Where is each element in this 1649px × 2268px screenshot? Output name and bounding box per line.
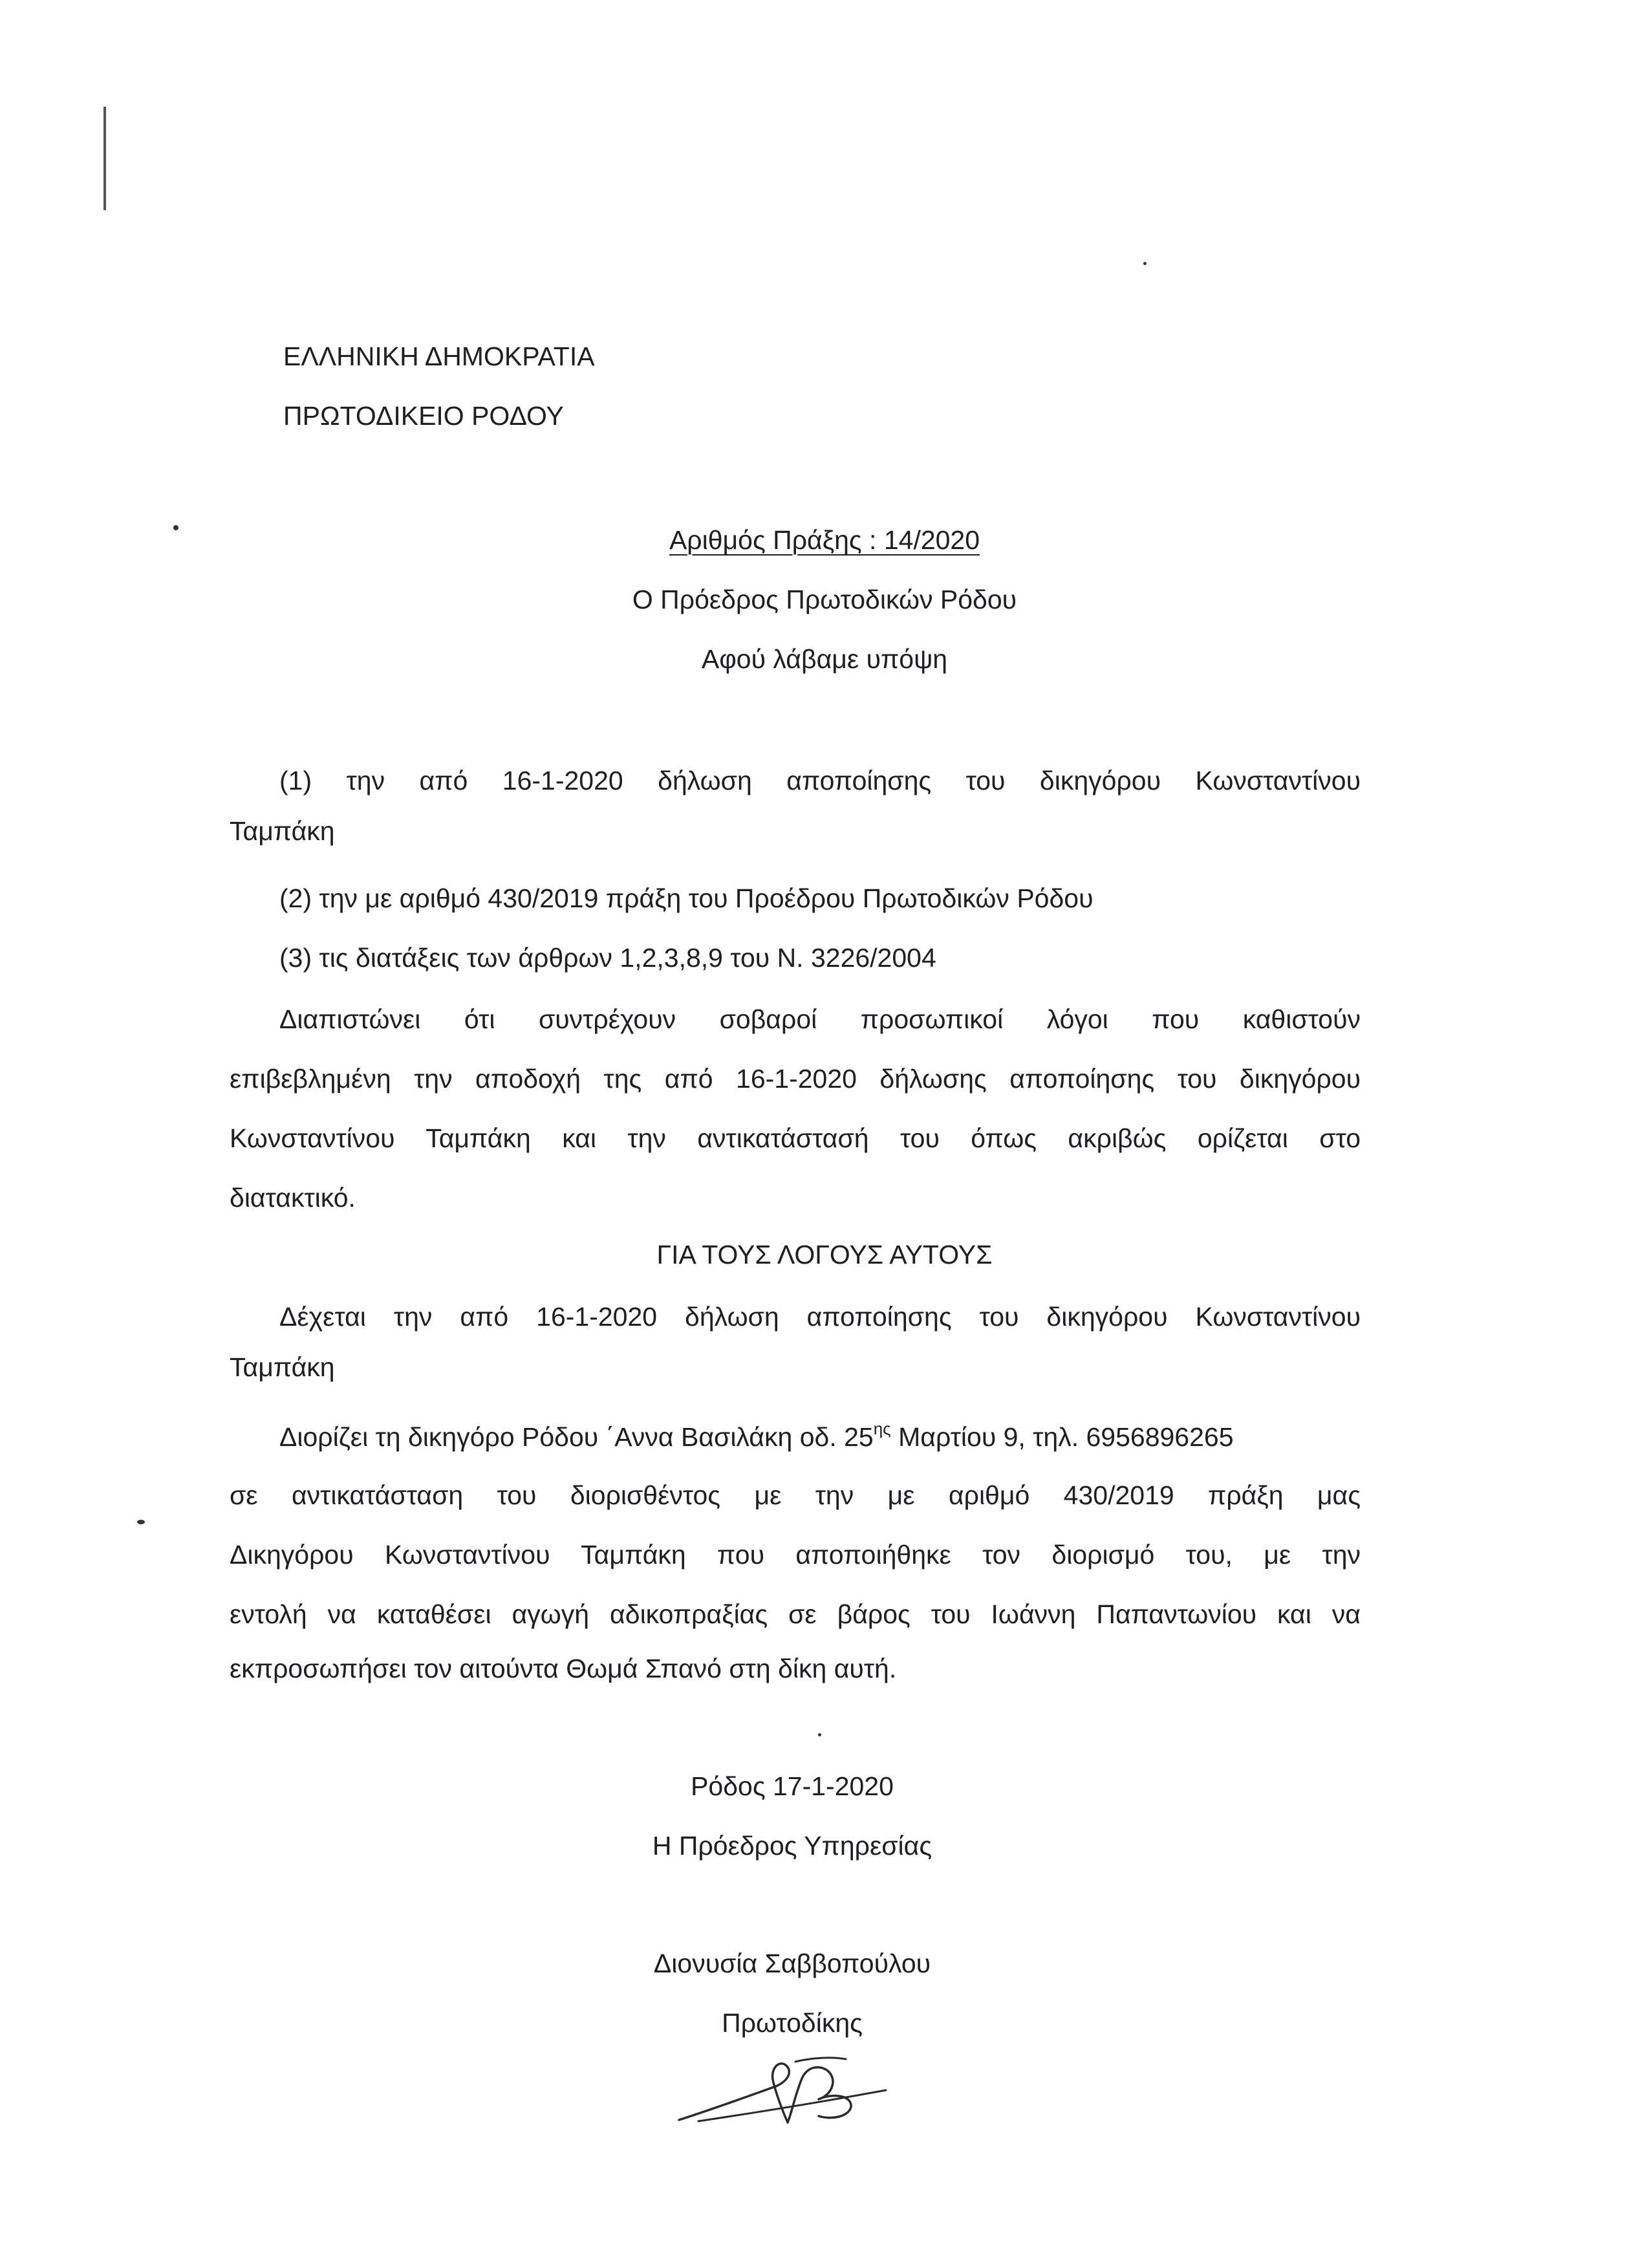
consideration-3: (3) τις διατάξεις των άρθρων 1,2,3,8,9 του Ν. 3226/2004 [279,943,936,973]
issuer-line: Ο Πρόεδρος Πρωτοδικών Ρόδου [632,585,1017,614]
appoints-line-1 [279,1419,1234,1452]
finding-line-3: Κωνσταντίνου Ταμπάκη και την αντικατάστασή του όπως ακριβώς ορίζεται στο [230,1123,1361,1153]
finding-line-2: επιβεβλημένη την αποδοχή της από 16-1-2020 δήλωσης αποποίησης του δικηγόρου [230,1064,1361,1094]
scan-speck [1143,262,1147,265]
scan-speck [173,525,178,530]
appoints-line-3: Δικηγόρου Κωνσταντίνου Ταμπάκη που αποποιήθηκε τον διορισμό του, με την [230,1540,1361,1570]
scan-speck [137,1520,145,1524]
finding-line-1: Διαπιστώνει ότι συντρέχουν σοβαροί προσωπικοί λόγοι που καθιστούν [279,1004,1361,1034]
state-heading: ΕΛΛΗΝΙΚΗ ΔΗΜΟΚΡΑΤΙΑ [283,341,595,371]
appoints-line-1-rest: Μαρτίου 9, τηλ. 6956896265 [890,1422,1234,1452]
consideration-1-line-1: (1) την από 16-1-2020 δήλωση αποποίησης του δικηγόρου Κωνσταντίνου [279,766,1361,795]
place-date: Ρόδος 17-1-2020 [691,1771,894,1801]
finding-line-4: διατακτικό. [230,1183,356,1213]
accepts-line-1: Δέχεται την από 16-1-2020 δήλωση αποποίησης του δικηγόρου Κωνσταντίνου [279,1302,1361,1332]
handwritten-signature [673,2050,892,2134]
act-number: Αριθμός Πράξης : 14/2020 [669,525,980,555]
scan-edge-mark [103,107,106,210]
appoints-line-2: σε αντικατάσταση του διορισθέντος με την με αριθμό 430/2019 πράξη μας [230,1480,1361,1510]
appoints-line-1-text: Διορίζει τη δικηγόρο Ρόδου ΄Αννα Βασιλάκη οδ. 25 [279,1422,874,1452]
appoints-line-4: εντολή να καταθέσει αγωγή αδικοπραξίας σε βάρος του Ιωάννη Παπαντωνίου και να [230,1599,1361,1629]
signatory-title: Πρωτοδίκης [722,2008,863,2038]
consideration-1-line-2: Ταμπάκη [230,816,335,846]
ordinal-suffix: ης [873,1419,891,1438]
court-heading: ΠΡΩΤΟΔΙΚΕΙΟ ΡΟΔΟΥ [283,401,564,431]
consideration-2: (2) την με αριθμό 430/2019 πράξη του Προέδρου Πρωτοδικών Ρόδου [279,883,1094,913]
appoints-line-5: εκπροσωπήσει τον αιτούντα Θωμά Σπανό στη δίκη αυτή. [230,1654,897,1683]
signatory-role: Η Πρόεδρος Υπηρεσίας [652,1831,932,1861]
considering-line: Αφού λάβαμε υπόψη [701,644,948,674]
signatory-name: Διονυσία Σαββοπούλου [653,1949,931,1978]
reasons-heading: ΓΙΑ ΤΟΥΣ ΛΟΓΟΥΣ ΑΥΤΟΥΣ [656,1240,993,1269]
accepts-line-2: Ταμπάκη [230,1352,335,1382]
scan-speck [818,1733,821,1736]
